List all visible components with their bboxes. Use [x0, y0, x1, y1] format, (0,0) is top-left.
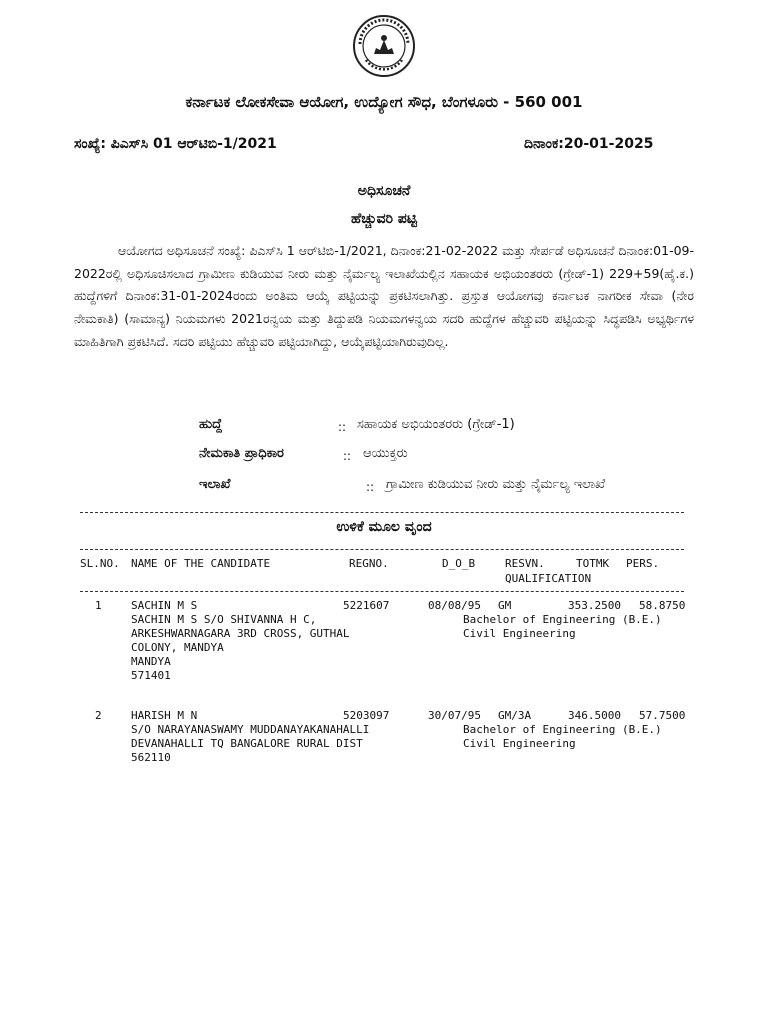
row-slno: 1 — [95, 599, 102, 612]
kpsc-seal-icon — [352, 14, 416, 78]
reference-number: ಸಂಖ್ಯೆ: ಪಿಎಸ್‌ಸಿ 01 ಆರ್‌ಟಿಬಿ-1/2021 — [74, 136, 277, 152]
column-header-regno: REGNO. — [349, 557, 389, 570]
row-name: SACHIN M S — [131, 599, 198, 612]
divider — [80, 512, 684, 513]
row-totmk: 346.5000 — [568, 709, 621, 722]
additional-list-title: ಹೆಚ್ಚುವರಿ ಪಟ್ಟಿ — [350, 211, 418, 227]
row-resvn: GM — [498, 599, 512, 612]
column-header-dob: D_O_B — [442, 557, 476, 570]
divider — [80, 549, 684, 550]
column-header-slno: SL.NO. — [80, 557, 120, 570]
column-header-pers: PERS. — [626, 557, 660, 570]
office-header: ಕರ್ನಾಟಕ ಲೋಕಸೇವಾ ಆಯೋಗ, ಉದ್ಯೋಗ ಸೌಧ, ಬೆಂಗಳೂರು - 560 001 — [185, 93, 583, 111]
notification-body: ಆಯೋಗದ ಅಧಿಸೂಚನೆ ಸಂಖ್ಯೆ: ಪಿಎಸ್‌ಸಿ 1 ಆರ್‌ಟಿಬಿ-1/2021, ದಿನಾಂಕ:21-02-2022 ಮತ್ತು ಸೇರ್ಪಡೆ ಅಧಿಸೂಚನೆ ದಿನಾಂಕ:01-09-2022ರಲ್ಲಿ ಅಧಿಸೂಚಿಸಲಾದ ಗ್ರಾಮೀಣ ಕುಡಿಯುವ ನೀರು ಮತ್ತು ನೈರ್ಮಲ್ಯ ಇಲಾಖೆಯಲ್ಲಿನ ಸಹಾಯಕ ಅಭಿಯಂತರರು (ಗ್ರೇಡ್-1) 229+59(ಹೈ.ಕ.) ಹುದ್ದೆಗಳಿಗೆ ದಿನಾಂಕ:31-01-2024ರಂದು ಅಂತಿಮ ಆಯ್ಕೆ ಪಟ್ಟಿಯನ್ನು ಪ್ರಕಟಿಸಲಾಗಿತ್ತು. ಪ್ರಸ್ತುತ ಆಯೋಗವು ಕರ್ನಾಟಕ ನಾಗರೀಕ ಸೇವಾ (ನೇರ ನೇಮಕಾತಿ) (ಸಾಮಾನ್ಯ) ನಿಯಮಗಳು 2021ರನ್ವಯ ಮತ್ತು ತಿದ್ದುಪಡಿ ನಿಯಮಗಳನ್ವಯ ಸದರಿ ಹುದ್ದೆಗಳ ಹೆಚ್ಚುವರಿ ಪಟ್ಟಿಯನ್ನು ಸಿದ್ಧಪಡಿಸಿ ಅಭ್ಯರ್ಥಿಗಳ ಮಾಹಿತಿಗಾಗಿ ಪ್ರಕಟಿಸಿದೆ. ಸದರಿ ಪಟ್ಟಿಯು ಹೆಚ್ಚುವರಿ ಪಟ್ಟಿಯಾಗಿದ್ದು, ಆಯ್ಕೆಪಟ್ಟಿಯಾಗಿರುವುದಿಲ್ಲ. — [74, 243, 694, 349]
department-value: ಗ್ರಾಮೀಣ ಕುಡಿಯುವ ನೀರು ಮತ್ತು ನೈರ್ಮಲ್ಯ ಇಲಾಖೆ — [386, 477, 606, 492]
row-name: HARISH M N — [131, 709, 198, 722]
post-value: ಸಹಾಯಕ ಅಭಿಯಂತರರು (ಗ್ರೇಡ್-1) — [357, 417, 515, 432]
column-header-name: NAME OF THE CANDIDATE — [131, 557, 271, 570]
notification-title: ಅಧಿಸೂಚನೆ — [357, 183, 411, 199]
row-dob: 08/08/95 — [428, 599, 481, 612]
row-pers: 58.8750 — [639, 599, 686, 612]
row-resvn: GM/3A — [498, 709, 532, 722]
row-address: S/O NARAYANASWAMY MUDDANAYAKANAHALLI DEVANAHALLI TQ BANGALORE RURAL DIST 562110 — [131, 723, 370, 764]
post-separator: :: — [338, 420, 347, 434]
section-title: ಉಳಿಕೆ ಮೂಲ ವೃಂದ — [336, 519, 432, 535]
row-pers: 57.7500 — [639, 709, 686, 722]
row-qualification: Bachelor of Engineering (B.E.) Civil Engineering — [463, 613, 662, 640]
column-header-qualification: QUALIFICATION — [505, 572, 592, 585]
row-qualification: Bachelor of Engineering (B.E.) Civil Engineering — [463, 723, 662, 750]
notice-date: ದಿನಾಂಕ:20-01-2025 — [524, 136, 654, 152]
column-header-resvn: RESVN. — [505, 557, 545, 570]
row-totmk: 353.2500 — [568, 599, 621, 612]
row-address: SACHIN M S S/O SHIVANNA H C, ARKESHWARNAGARA 3RD CROSS, GUTHAL COLONY, MANDYA MANDYA 571401 — [131, 613, 350, 682]
row-regno: 5221607 — [343, 599, 390, 612]
divider — [80, 591, 684, 592]
column-header-totmk: TOTMK — [576, 557, 610, 570]
authority-value: ಆಯುಕ್ತರು — [363, 446, 408, 461]
department-label: ಇಲಾಖೆ — [199, 477, 231, 492]
post-label: ಹುದ್ದೆ — [199, 417, 223, 432]
authority-separator: :: — [343, 449, 352, 463]
row-dob: 30/07/95 — [428, 709, 481, 722]
row-regno: 5203097 — [343, 709, 390, 722]
row-slno: 2 — [95, 709, 102, 722]
authority-label: ನೇಮಕಾತಿ ಪ್ರಾಧಿಕಾರ — [199, 446, 284, 461]
department-separator: :: — [366, 480, 375, 494]
